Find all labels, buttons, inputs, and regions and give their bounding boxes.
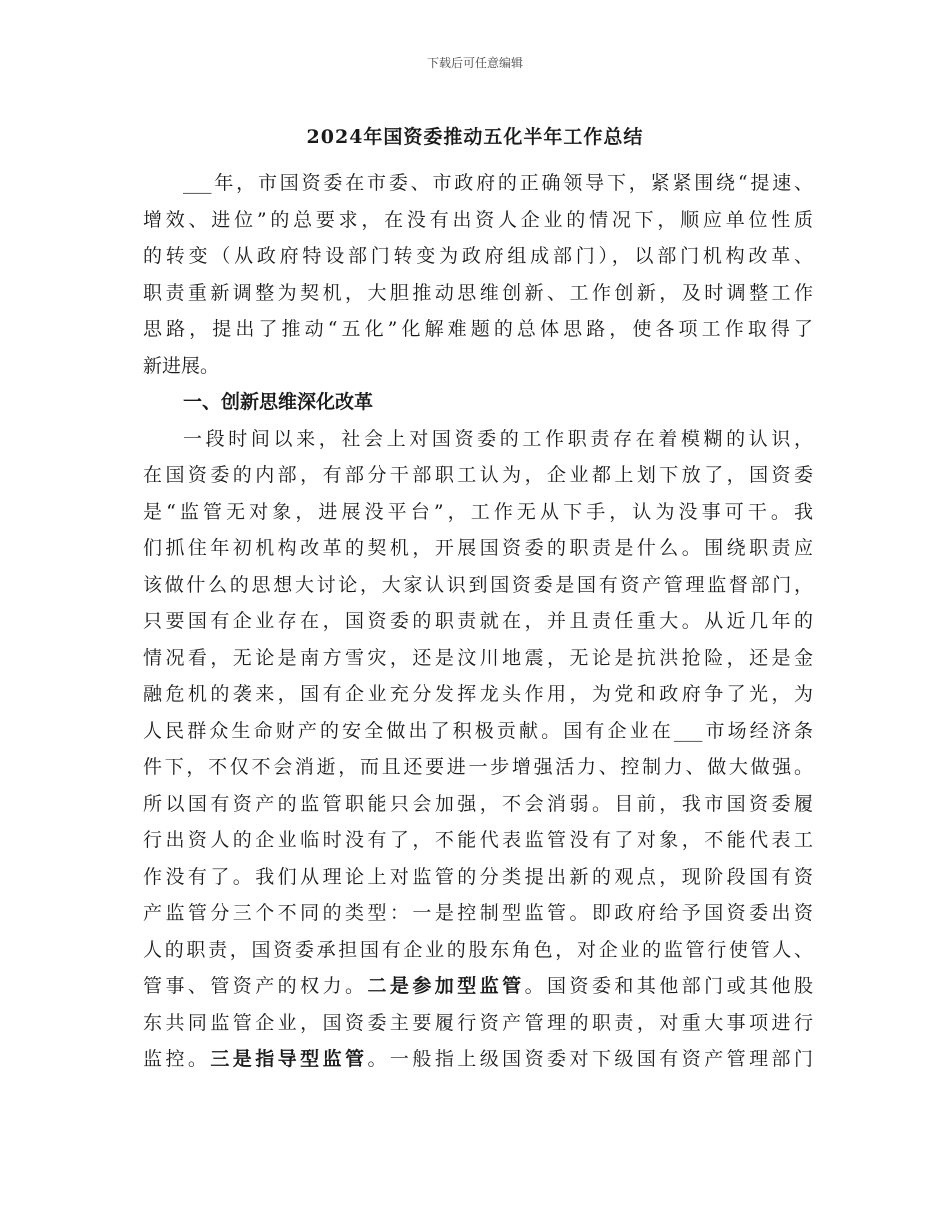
paragraph-line: 一段时间以来，社会上对国资委的工作职责存在着模糊的认识，: [183, 427, 813, 450]
paragraph-line: 是“监管无对象，进展没平台”，工作无从下手，认为没事可干。我: [143, 500, 813, 523]
paragraph-line: 该做什么的思想大讨论，大家认识到国资委是国有资产管理监督部门，: [143, 573, 813, 596]
paragraph-line: 行出资人的企业临时没有了，不能代表监管没有了对象，不能代表工: [143, 829, 813, 851]
paragraph-line: 们抓住年初机构改革的契机，开展国资委的职责是什么。围绕职责应: [143, 537, 813, 559]
paragraph-line: 作没有了。我们从理论上对监管的分类提出新的观点，现阶段国有资: [143, 865, 813, 888]
paragraph-line: 增效、进位”的总要求，在没有出资人企业的情况下，顺应单位性质: [143, 208, 813, 231]
paragraph-line: 融危机的袭来，国有企业充分发挥龙头作用，为党和政府争了光，为: [143, 683, 813, 705]
bold-phrase: 三是指导型监管: [210, 1048, 368, 1070]
bold-phrase: 二是参加型监管: [367, 975, 525, 997]
paragraph-line: 东共同监管企业，国资委主要履行资产管理的职责，对重大事项进行: [143, 1011, 813, 1034]
paragraph-line: 新进展。: [143, 354, 220, 377]
paragraph-line: 所以国有资产的监管职能只会加强，不会消弱。目前，我市国资委履: [143, 792, 813, 815]
paragraph-line: [143, 968, 813, 1005]
line-text: 监控。: [143, 1048, 211, 1070]
paragraph-line: 产监管分三个不同的类型：一是控制型监管。即政府给予国资委出资: [143, 902, 813, 924]
paragraph-line: 人民群众生命财产的安全做出了积极贡献。国有企业在___市场经济条: [143, 719, 813, 742]
paragraph-line: 只要国有企业存在，国资委的职责就在，并且责任重大。从近几年的: [143, 610, 813, 632]
paragraph-line: 在国资委的内部，有部分干部职工认为，企业都上划下放了，国资委: [143, 464, 813, 486]
paragraph-line: 职责重新调整为契机，大胆推动思维创新、工作创新，及时调整工作: [143, 281, 813, 304]
line-text: 。国资委和其他部门或其他股: [524, 975, 813, 997]
paragraph-line: 件下，不仅不会消逝，而且还要进一步增强活力、控制力、做大做强。: [143, 756, 813, 778]
paragraph-line: 思路，提出了推动“五化”化解难题的总体思路，使各项工作取得了: [143, 318, 813, 340]
document-title: 2024年国资委推动五化半年工作总结: [306, 126, 644, 148]
line-text: 管事、管资产的权力。: [143, 975, 368, 997]
paragraph-line: 情况看，无论是南方雪灾，还是汶川地震，无论是抗洪抢险，还是金: [143, 646, 813, 669]
paragraph-line: 的转变（从政府特设部门转变为政府组成部门），以部门机构改革、: [143, 245, 813, 267]
paragraph-line: ___年，市国资委在市委、市政府的正确领导下，紧紧围绕“提速、: [183, 172, 813, 194]
header-note: 下载后可任意编辑: [426, 56, 523, 70]
document-body: [143, 165, 813, 1078]
section-heading: 一、创新思维深化改革: [183, 391, 374, 413]
paragraph-line: 人的职责，国资委承担国有企业的股东角色，对企业的监管行使管人、: [143, 938, 813, 961]
paragraph-line: [143, 1041, 813, 1078]
line-text: 。一般指上级国资委对下级国有资产管理部门: [367, 1048, 813, 1070]
